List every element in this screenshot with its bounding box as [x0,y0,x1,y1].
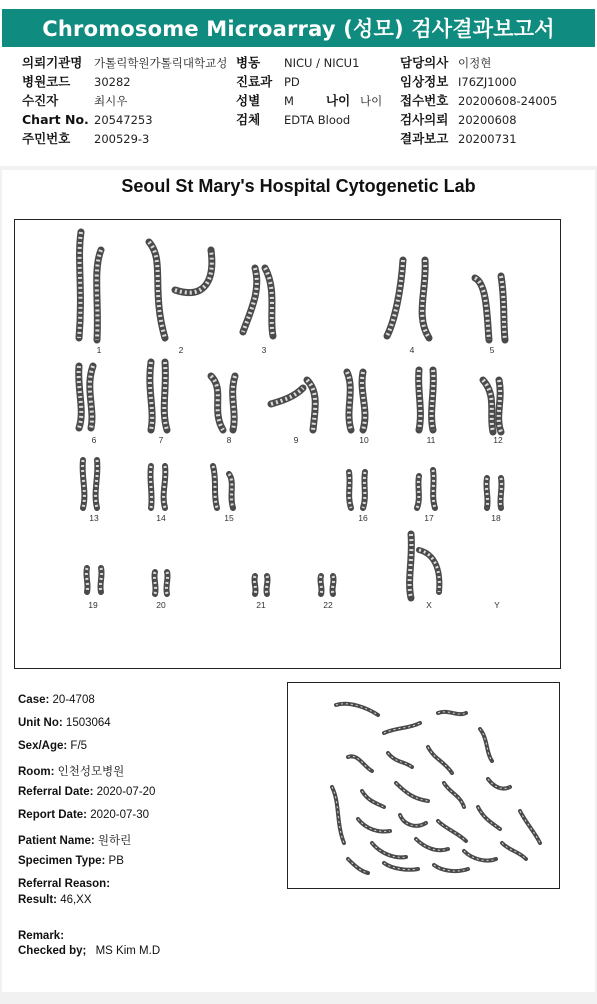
field-value: 나이 [360,94,383,108]
field-value: 200529-3 [94,132,150,146]
case-info-value: PB [108,855,124,867]
field-label: 결과보고 [400,131,449,146]
chromosome-label: 3 [261,345,267,355]
report-header [0,0,597,166]
field-value: 30282 [94,75,131,89]
field-label: Chart No. [22,112,89,127]
case-info-value: 1503064 [65,717,111,729]
metaphase-spread-panel [287,682,560,889]
case-info-label: Room: [18,766,55,778]
field-value: 20200608 [458,113,517,127]
field-label: 검체 [236,112,261,127]
chromosome-label: 16 [358,513,368,523]
chromosome-label: 8 [226,435,232,445]
case-info-value: 2020-07-30 [90,809,150,821]
chromosome-label: 18 [491,513,501,523]
chromosome-label: 21 [256,600,266,610]
chromosome-label: 1 [96,345,102,355]
chromosome-label: 13 [89,513,99,523]
chromosome-label: 20 [156,600,166,610]
case-info-value: MS Kim M.D [95,945,161,957]
case-info-label: Patient Name: [18,835,95,847]
chromosome-label: X [426,600,432,610]
field-label: 의뢰기관명 [22,55,83,70]
field-label: 임상정보 [400,74,449,89]
case-info-value: 46,XX [60,894,92,906]
case-info-value: F/5 [70,740,88,752]
field-value: EDTA Blood [284,113,351,127]
cytogenetic-report [2,170,595,992]
chromosome-label: 9 [293,435,299,445]
field-label: 주민번호 [22,131,71,146]
case-info-value: 인천성모병원 [57,766,125,778]
field-label: 성별 [236,93,261,108]
case-info-label: Sex/Age: [18,740,68,752]
case-info-value: 원하린 [97,835,132,847]
chromosome-label: 10 [359,435,369,445]
field-value: 20200731 [458,132,517,146]
chromosome-label: 12 [493,435,503,445]
field-label: 병동 [236,55,261,70]
case-info-label: Case: [18,694,50,706]
field-label: 담당의사 [400,55,449,70]
case-info-label: Checked by; [18,945,87,957]
case-info-label: Referral Date: [18,786,94,798]
field-label: 병원코드 [22,74,71,89]
field-value: PD [284,75,300,89]
chromosome-label: 7 [158,435,164,445]
case-info-label: Unit No: [18,717,63,729]
chromosome-label: 11 [426,435,436,445]
karyotype-panel [14,219,561,669]
chromosome-label: 19 [88,600,98,610]
field-value: I76ZJ1000 [458,75,517,89]
metaphase-spread-image [288,683,559,888]
chromosome-label: 22 [323,600,333,610]
chromosome-label: 14 [156,513,166,523]
field-label: 접수번호 [400,93,449,108]
field-value: 최시우 [94,94,128,108]
chromosome-label: 2 [178,345,184,355]
case-info-label: Remark: [18,930,65,942]
chromosome-label: Y [494,600,500,610]
lab-name: Seoul St Mary's Hospital Cytogenetic Lab [121,176,476,196]
field-value: NICU / NICU1 [284,56,360,70]
field-value: M [284,94,294,108]
field-value: 가톨릭학원가톨릭대학교성 [94,56,228,70]
chromosome-label: 5 [489,345,495,355]
field-label: 나이 [326,93,351,108]
report-title: Chromosome Microarray (성모) 검사결과보고서 [2,9,595,47]
chromosome-label: 4 [409,345,415,355]
case-info-value: 20-4708 [52,694,95,706]
case-info-label: Referral Reason: [18,878,111,890]
case-info-label: Report Date: [18,809,88,821]
chromosome-label: 6 [91,435,97,445]
field-value: 20547253 [94,113,153,127]
field-value: 20200608-24005 [458,94,558,108]
field-label: 검사의뢰 [400,112,449,127]
chromosome-label: 15 [224,513,234,523]
case-info-label: Result: [18,894,57,906]
field-label: 진료과 [236,74,273,89]
chromosome-label: 17 [424,513,434,523]
field-value: 이정현 [458,56,492,70]
case-info-value: 2020-07-20 [96,786,156,798]
field-label: 수진자 [22,93,59,108]
case-info-label: Specimen Type: [18,855,106,867]
